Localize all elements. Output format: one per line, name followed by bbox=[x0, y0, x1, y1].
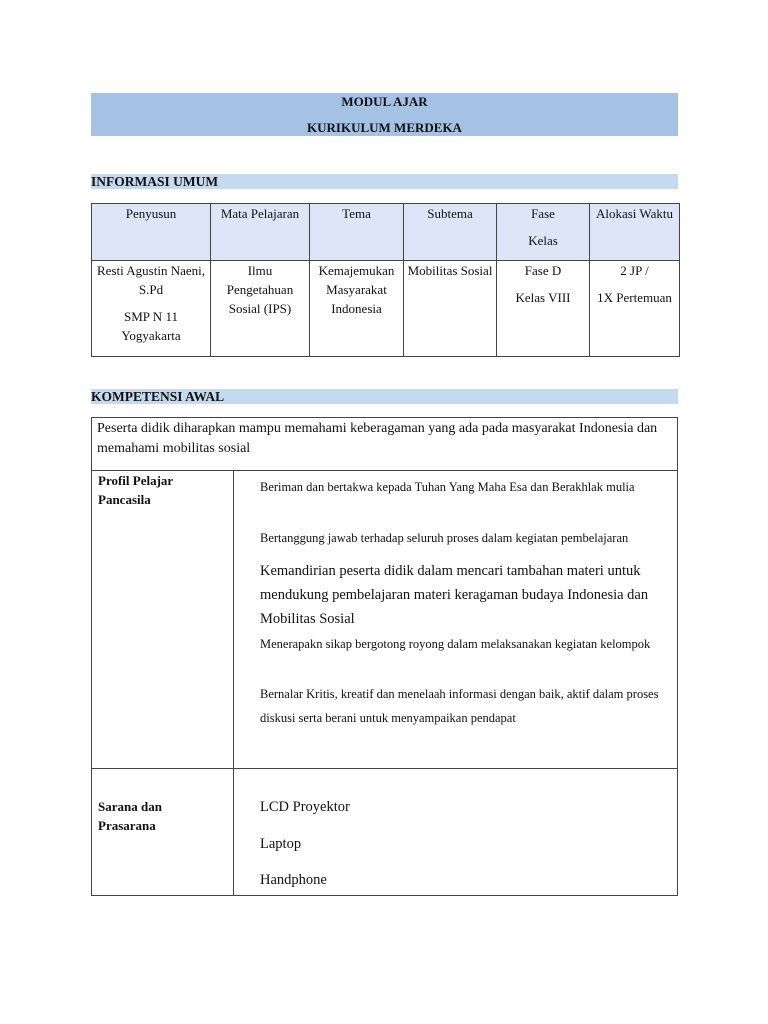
header-alokasi-waktu: Alokasi Waktu bbox=[590, 204, 680, 261]
header-fase-kelas bbox=[497, 204, 590, 261]
column-divider bbox=[233, 471, 234, 896]
cell-fase-kelas bbox=[497, 261, 590, 357]
list-item: Laptop bbox=[260, 836, 302, 852]
table-header-row bbox=[92, 204, 680, 261]
title-line-2: KURIKULUM MERDEKA bbox=[307, 120, 462, 135]
title-band bbox=[91, 93, 678, 136]
header-fase: Fase bbox=[531, 206, 555, 221]
list-item: Handphone bbox=[260, 872, 327, 888]
penyusun-name: Resti Agustin Naeni, S.Pd bbox=[97, 263, 205, 297]
header-subtema: Subtema bbox=[404, 204, 497, 261]
profil-pelajar-label: Profil Pelajar Pancasila bbox=[98, 473, 173, 507]
alokasi-value-2: 1X Pertemuan bbox=[597, 290, 672, 305]
cell-tema: Kemajemukan Masyarakat Indonesia bbox=[310, 261, 404, 357]
section-heading-kompetensi-awal: KOMPETENSI AWAL bbox=[91, 389, 678, 404]
kompetensi-awal-box bbox=[91, 417, 678, 896]
header-kelas: Kelas bbox=[528, 233, 558, 248]
header-mata-pelajaran: Mata Pelajaran bbox=[211, 204, 310, 261]
fase-value: Fase D bbox=[524, 263, 562, 278]
alokasi-value-1: 2 JP / bbox=[620, 263, 649, 278]
penyusun-school: SMP N 11 Yogyakarta bbox=[121, 309, 181, 343]
list-item: Beriman dan bertakwa kepada Tuhan Yang Maha Esa dan Berakhlak mulia bbox=[260, 480, 635, 494]
list-item: LCD Proyektor bbox=[260, 799, 350, 815]
list-item: Bernalar Kritis, kreatif dan menelaah informasi dengan baik, aktif dalam proses diskusi serta berani untuk menyampaikan pendapat bbox=[260, 687, 659, 725]
list-item: Kemandirian peserta didik dalam mencari tambahan materi untuk mendukung pembelajaran materi keragaman budaya Indonesia dan Mobilitas Sosial bbox=[260, 563, 649, 627]
list-item: Menerapakn sikap bergotong royong dalam melaksanakan kegiatan kelompok bbox=[260, 637, 651, 651]
kelas-value: Kelas VIII bbox=[515, 290, 571, 305]
row-divider bbox=[92, 768, 677, 769]
sarana-prasarana-label: Sarana dan Prasarana bbox=[98, 799, 162, 833]
table-value-row bbox=[92, 261, 680, 357]
cell-mata-pelajaran: Ilmu Pengetahuan Sosial (IPS) bbox=[211, 261, 310, 357]
header-penyusun: Penyusun bbox=[92, 204, 211, 261]
informasi-umum-table bbox=[91, 203, 680, 357]
header-tema: Tema bbox=[310, 204, 404, 261]
section-heading-informasi-umum: INFORMASI UMUM bbox=[91, 174, 678, 189]
title-line-1: MODUL AJAR bbox=[341, 94, 428, 109]
cell-subtema: Mobilitas Sosial bbox=[404, 261, 497, 357]
cell-alokasi-waktu bbox=[590, 261, 680, 357]
cell-penyusun bbox=[92, 261, 211, 357]
kompetensi-intro: Peserta didik diharapkan mampu memahami keberagaman yang ada pada masyarakat Indonesia dan memahami mobilitas sosial bbox=[92, 418, 677, 471]
list-item: Bertanggung jawab terhadap seluruh proses dalam kegiatan pembelajaran bbox=[260, 531, 629, 545]
